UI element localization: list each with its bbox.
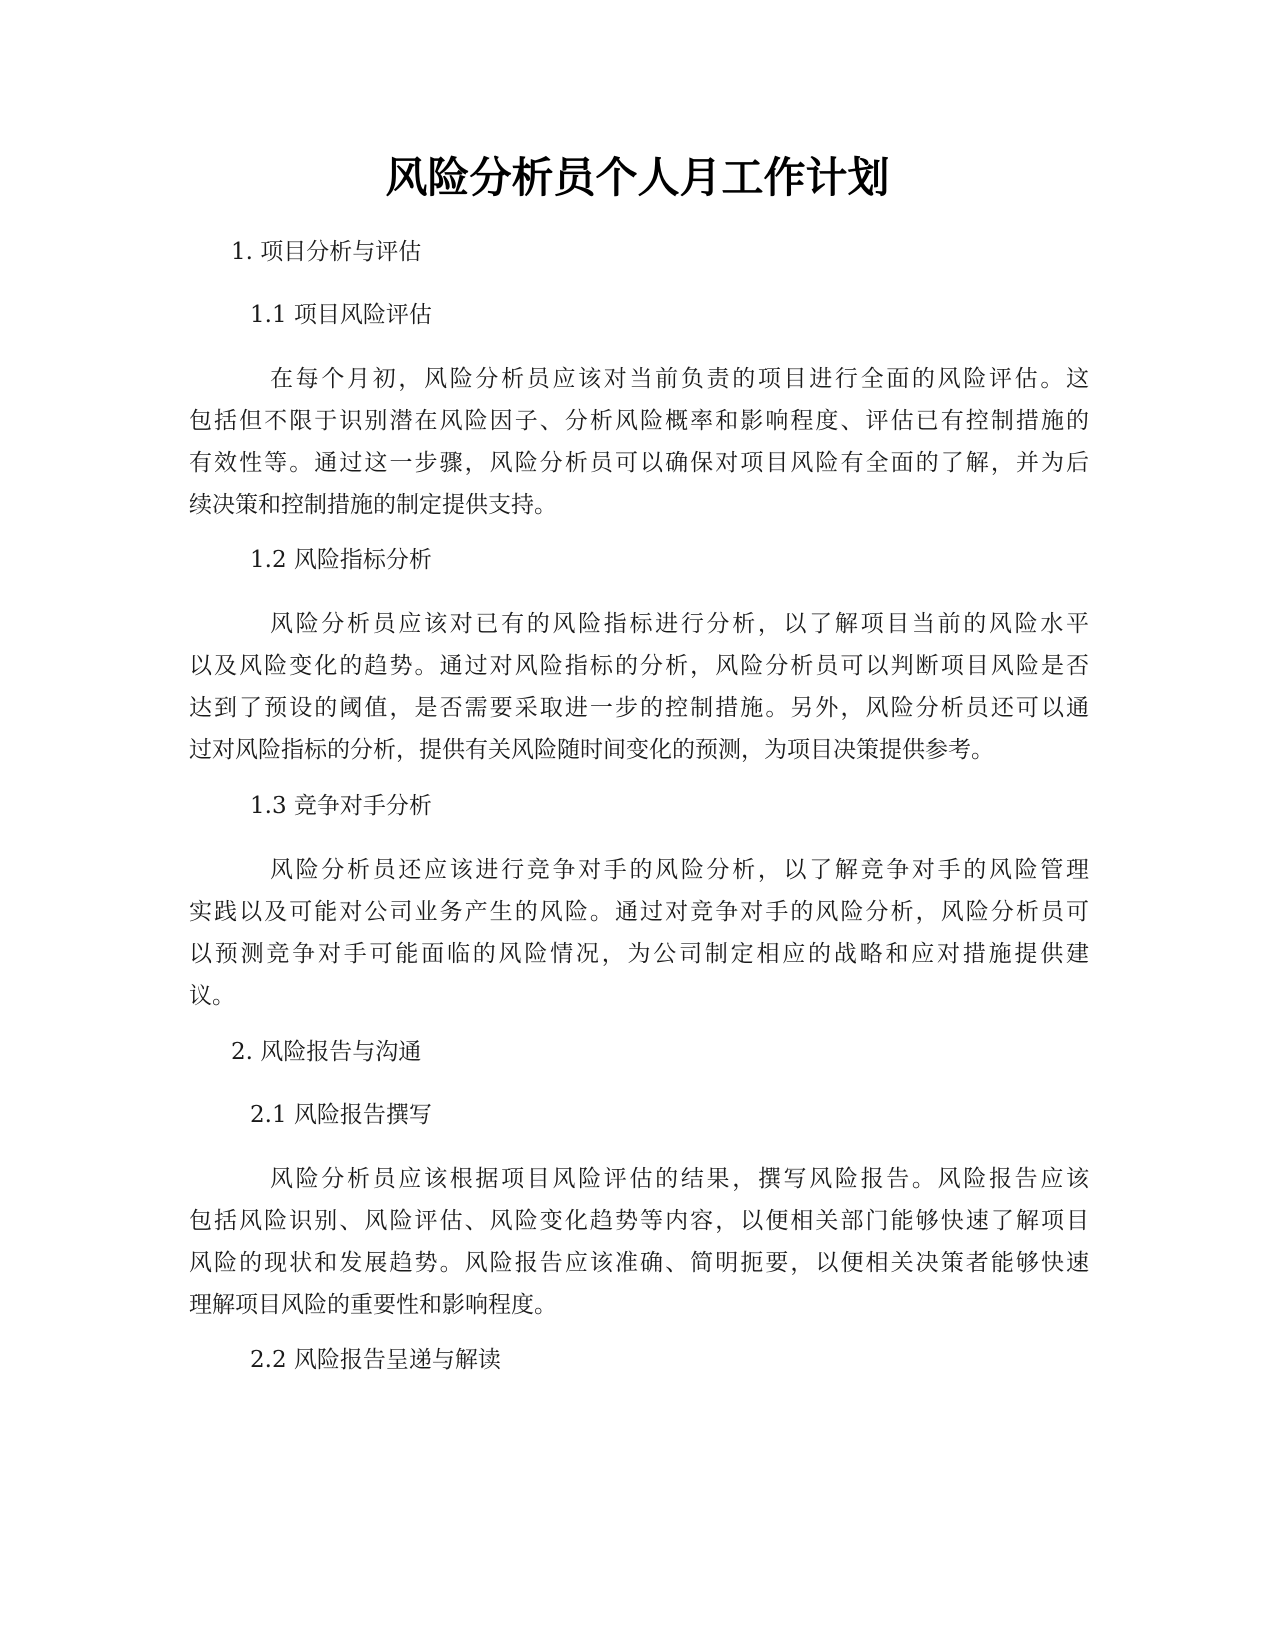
paragraph-line: 风险分析员还应该进行竞争对手的风险分析，以了解竞争对手的风险管理 bbox=[270, 857, 1089, 883]
section-heading-2: 2. 风险报告与沟通 bbox=[231, 1039, 422, 1065]
paragraph-line: 有效性等。通过这一步骤，风险分析员可以确保对项目风险有全面的了解，并为后 bbox=[189, 450, 1089, 476]
section-heading-1: 1. 项目分析与评估 bbox=[231, 239, 422, 265]
paragraph-line: 过对风险指标的分析，提供有关风险随时间变化的预测，为项目决策提供参考。 bbox=[189, 737, 994, 763]
document-title: 风险分析员个人月工作计划 bbox=[385, 153, 890, 202]
subsection-heading-1-3: 1.3 竞争对手分析 bbox=[250, 793, 432, 819]
paragraph-line: 风险分析员应该根据项目风险评估的结果，撰写风险报告。风险报告应该 bbox=[270, 1166, 1089, 1192]
subsection-heading-1-2: 1.2 风险指标分析 bbox=[250, 547, 432, 573]
paragraph-1-1 bbox=[189, 358, 1089, 526]
paragraph-line: 以预测竞争对手可能面临的风险情况，为公司制定相应的战略和应对措施提供建 bbox=[189, 941, 1089, 967]
paragraph-line: 风险分析员应该对已有的风险指标进行分析，以了解项目当前的风险水平 bbox=[270, 611, 1089, 637]
paragraph-line: 以及风险变化的趋势。通过对风险指标的分析，风险分析员可以判断项目风险是否 bbox=[189, 653, 1089, 679]
paragraph-line: 包括风险识别、风险评估、风险变化趋势等内容，以便相关部门能够快速了解项目 bbox=[189, 1208, 1089, 1234]
paragraph-line: 理解项目风险的重要性和影响程度。 bbox=[189, 1292, 557, 1318]
paragraph-1-2 bbox=[189, 603, 1089, 771]
subsection-heading-2-2: 2.2 风险报告呈递与解读 bbox=[250, 1347, 501, 1373]
subsection-heading-1-1: 1.1 项目风险评估 bbox=[250, 302, 432, 328]
paragraph-2-1 bbox=[189, 1158, 1089, 1326]
paragraph-line: 达到了预设的阈值，是否需要采取进一步的控制措施。另外，风险分析员还可以通 bbox=[189, 695, 1089, 721]
paragraph-line: 在每个月初，风险分析员应该对当前负责的项目进行全面的风险评估。这 bbox=[270, 366, 1089, 392]
paragraph-line: 风险的现状和发展趋势。风险报告应该准确、简明扼要，以便相关决策者能够快速 bbox=[189, 1250, 1089, 1276]
paragraph-line: 续决策和控制措施的制定提供支持。 bbox=[189, 492, 557, 518]
paragraph-line: 实践以及可能对公司业务产生的风险。通过对竞争对手的风险分析，风险分析员可 bbox=[189, 899, 1089, 925]
paragraph-line: 议。 bbox=[189, 983, 235, 1009]
paragraph-1-3 bbox=[189, 849, 1089, 1017]
subsection-heading-2-1: 2.1 风险报告撰写 bbox=[250, 1102, 432, 1128]
paragraph-line: 包括但不限于识别潜在风险因子、分析风险概率和影响程度、评估已有控制措施的 bbox=[189, 408, 1089, 434]
